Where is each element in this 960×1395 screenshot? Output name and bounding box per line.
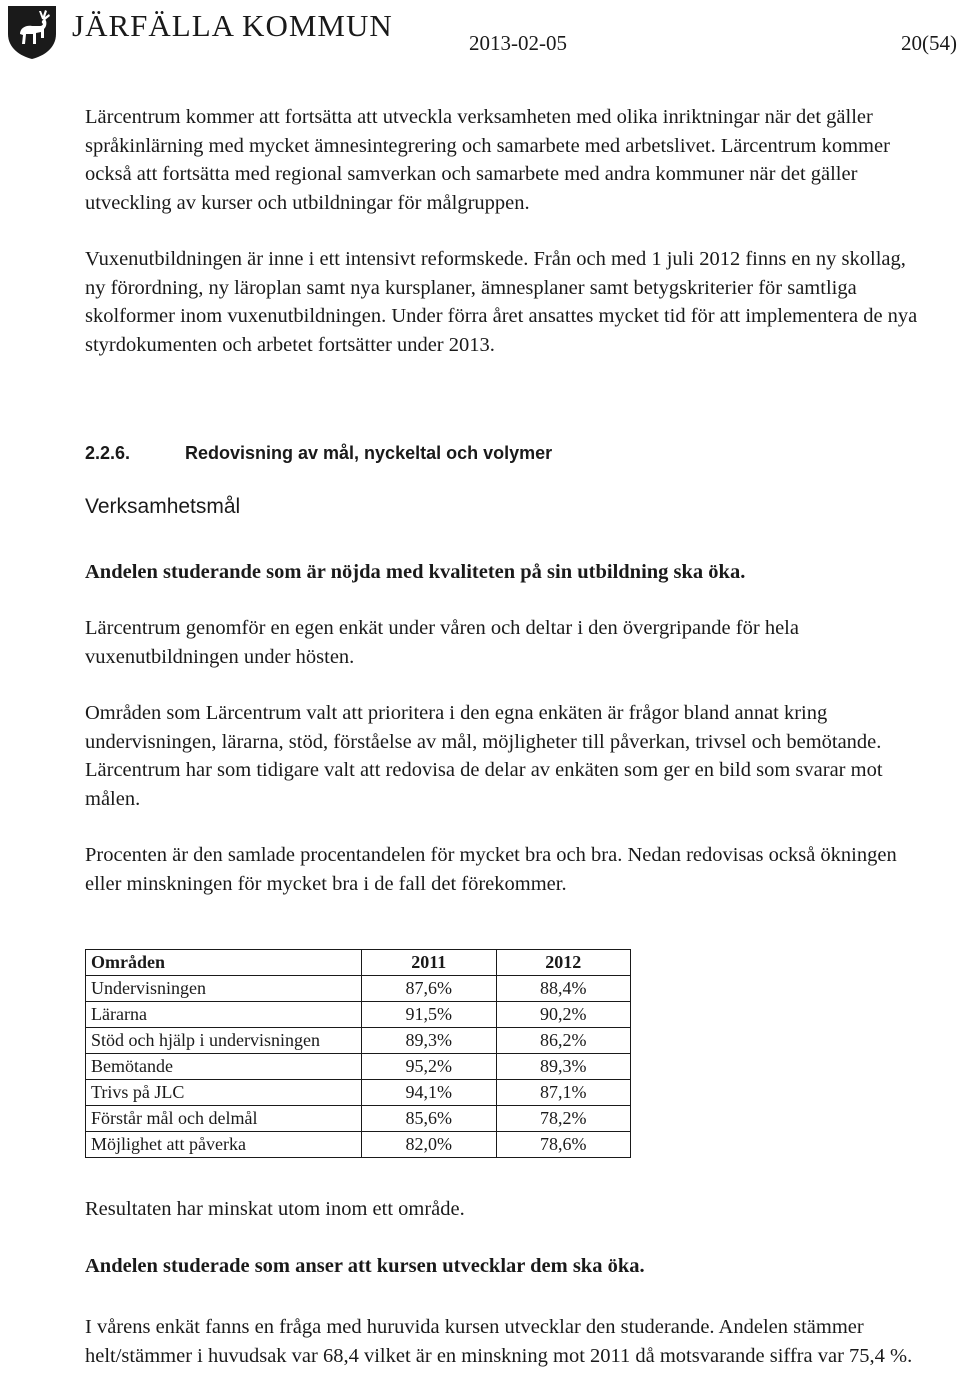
column-header-2012: 2012 xyxy=(496,950,631,976)
document-date: 2013-02-05 xyxy=(469,31,567,55)
cell-2011: 82,0% xyxy=(362,1132,496,1158)
table-row xyxy=(86,1028,631,1054)
goal-heading-satisfaction: Andelen studerande som är nöjda med kvaliteten på sin utbildning ska öka. xyxy=(85,561,746,583)
table-row xyxy=(86,1054,631,1080)
page-header xyxy=(0,0,960,70)
page-number: 20(54) xyxy=(901,31,957,55)
paragraph-development-result: I vårens enkät fanns en fråga med huruvida kursen utvecklar den studerande. Andelen stämmer helt/stämmer i huvudsak var 68,4 vilket är en minskning mot 2011 då motsvarande siffra var 75,4 %. xyxy=(85,1316,913,1367)
cell-2011: 94,1% xyxy=(362,1080,496,1106)
table-row xyxy=(86,976,631,1002)
subheading-verksamhetsmal: Verksamhetsmål xyxy=(85,495,241,518)
cell-2011: 95,2% xyxy=(362,1054,496,1080)
paragraph-percentages: Procenten är den samlade procentandelen för mycket bra och bra. Nedan redovisas också ökningen eller minskningen för mycket bra i de fall det förekommer. xyxy=(85,844,897,895)
column-header-2011: 2011 xyxy=(362,950,496,976)
cell-area: Trivs på JLC xyxy=(86,1080,362,1106)
table-row xyxy=(86,1002,631,1028)
table-row xyxy=(86,1132,631,1158)
paragraph-larcentrum-development: Lärcentrum kommer att fortsätta att utveckla verksamheten med olika inriktningar när det gäller språkinlärning med mycket ämnesintegrering och samarbete med arbetslivet. Lärcentrum kommer också att fortsätta med regional samverkan och samarbete med andra kommuner när det gäller utveckling av kurser och utbildningar för målgruppen. xyxy=(85,106,890,214)
section-number: 2.2.6. xyxy=(85,443,131,463)
section-title: Redovisning av mål, nyckeltal och volymer xyxy=(185,443,553,463)
cell-area: Lärarna xyxy=(86,1002,362,1028)
cell-2011: 85,6% xyxy=(362,1106,496,1132)
paragraph-survey: Lärcentrum genomför en egen enkät under våren och deltar i den övergripande för hela vuxenutbildningen under hösten. xyxy=(85,617,799,668)
cell-2012: 87,1% xyxy=(496,1080,631,1106)
table-header-row xyxy=(86,950,631,976)
cell-area: Möjlighet att påverka xyxy=(86,1132,362,1158)
cell-2012: 88,4% xyxy=(496,976,631,1002)
cell-area: Bemötande xyxy=(86,1054,362,1080)
cell-2011: 91,5% xyxy=(362,1002,496,1028)
column-header-area: Områden xyxy=(86,950,362,976)
municipal-coat-of-arms-icon xyxy=(6,4,58,60)
goal-heading-development: Andelen studerade som anser att kursen utvecklar dem ska öka. xyxy=(85,1255,645,1277)
cell-2011: 87,6% xyxy=(362,976,496,1002)
table-row xyxy=(86,1106,631,1132)
cell-2012: 86,2% xyxy=(496,1028,631,1054)
paragraph-result-summary: Resultaten har minskat utom inom ett område. xyxy=(85,1198,465,1220)
cell-area: Förstår mål och delmål xyxy=(86,1106,362,1132)
organization-name: JÄRFÄLLA KOMMUN xyxy=(72,8,393,43)
cell-area: Undervisningen xyxy=(86,976,362,1002)
cell-2012: 78,6% xyxy=(496,1132,631,1158)
cell-2012: 90,2% xyxy=(496,1002,631,1028)
cell-area: Stöd och hjälp i undervisningen xyxy=(86,1028,362,1054)
results-table xyxy=(85,949,631,1158)
cell-2012: 78,2% xyxy=(496,1106,631,1132)
paragraph-priorities: Områden som Lärcentrum valt att prioritera i den egna enkäten är frågor bland annat kring undervisningen, lärarna, stöd, förståelse av mål, möjligheter till påverkan, trivsel och bemötande. Lärcentrum har som tidigare valt att redovisa de delar av enkäten som ger en bild som svarar mot målen. xyxy=(85,702,883,810)
section-heading xyxy=(85,443,552,464)
cell-2012: 89,3% xyxy=(496,1054,631,1080)
paragraph-reform: Vuxenutbildningen är inne i ett intensivt reformskede. Från och med 1 juli 2012 finns en ny skollag, ny förordning, ny läroplan samt nya kursplaner, ämnesplaner samt betygskriterier för samtliga skolformer inom vuxenutbildningen. Under förra året ansattes mycket tid för att implementera de nya styrdokumenten och arbetet fortsätter under 2013. xyxy=(85,248,918,356)
cell-2011: 89,3% xyxy=(362,1028,496,1054)
table-row xyxy=(86,1080,631,1106)
